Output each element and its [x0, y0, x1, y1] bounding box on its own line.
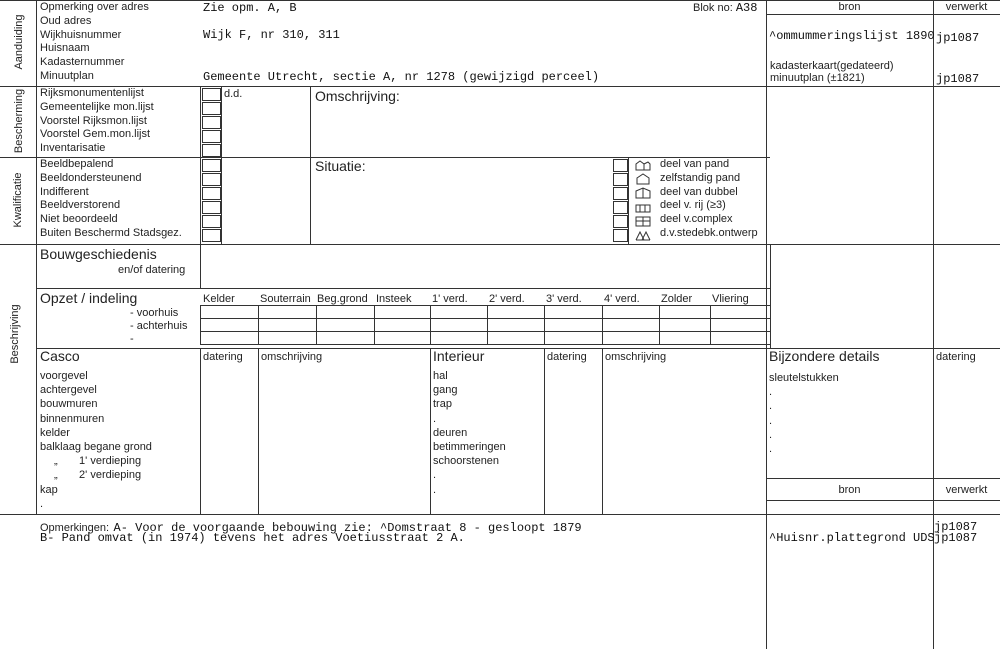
casco-datering: datering	[203, 351, 243, 363]
dd-label: d.d.	[224, 88, 243, 100]
bron-column-line	[766, 0, 767, 649]
blok-value: A38	[735, 1, 758, 15]
label-beeldverstorend: Beeldverstorend	[40, 199, 121, 212]
casco-item: balklaag begane grond	[40, 441, 152, 454]
opzet-col-insteek: Insteek	[376, 293, 412, 305]
casco-item: voorgevel	[40, 370, 88, 382]
minuutplan-value: Gemeente Utrecht, sectie A, nr 1278 (gewijzigd perceel)	[203, 70, 600, 84]
casco-item: achtergevel	[40, 384, 97, 397]
checkbox-beeldondersteunend[interactable]	[202, 173, 221, 186]
interieur-item: hal	[433, 370, 448, 382]
interieur-datering: datering	[547, 351, 587, 363]
interieur-datering-line	[544, 348, 545, 514]
blok-label-text: Blok no:	[693, 2, 733, 14]
opzet-grid-vline	[316, 305, 317, 344]
divider-bijz-bron-header	[766, 500, 1000, 501]
bron-entry-2: kadasterkaart(gedateerd)	[770, 60, 894, 72]
casco-omschrijving-line	[258, 348, 259, 514]
deel-v-rij-icon	[635, 201, 651, 213]
opzet-grid-line	[200, 344, 770, 345]
interieur-item: .	[433, 412, 437, 425]
opzet-col-souterrain: Souterrain	[260, 293, 311, 305]
divider-bron-header	[766, 14, 1000, 15]
checkbox-rijksmonumentenlijst[interactable]	[202, 88, 221, 101]
checkbox-deel-v-complex[interactable]	[613, 215, 628, 228]
divider-bouwgeschiedenis	[36, 288, 770, 289]
bijz-datering-line	[933, 348, 934, 478]
interieur-omschrijving: omschrijving	[605, 351, 667, 363]
opzet-col-4verd: 4' verd.	[604, 293, 640, 305]
casco-item: „ 1' verdieping	[54, 455, 142, 468]
casco-items	[40, 369, 152, 511]
casco-item: „ 2' verdieping	[54, 469, 142, 482]
bijzondere-title: Bijzondere details	[769, 348, 880, 364]
bijzondere-datering: datering	[936, 351, 976, 363]
casco-datering-line	[200, 348, 201, 514]
checkbox-beeldbepalend[interactable]	[202, 159, 221, 172]
kwalificatie-labels	[40, 158, 182, 241]
option-deel-van-pand: deel van pand	[660, 158, 730, 170]
opmerkingen-text-b: B- Pand omvat (in 1974) tevens het adres Voetiusstraat 2 A.	[40, 531, 465, 545]
checkbox-beeldverstorend[interactable]	[202, 201, 221, 214]
bouwgeschiedenis-line	[200, 244, 201, 288]
bron-entry-3: minuutplan (±1821)	[770, 72, 865, 84]
checkbox-zelfstandig-pand[interactable]	[613, 173, 628, 186]
wijkhuisnummer-value: Wijk F, nr 310, 311	[203, 28, 340, 42]
situatie-label: Situatie:	[315, 158, 366, 174]
opzet-grid-vline	[544, 305, 545, 344]
interieur-title: Interieur	[433, 348, 485, 364]
label-niet-beoordeeld: Niet beoordeeld	[40, 213, 118, 226]
opzet-grid-line	[200, 305, 770, 306]
bron-entry-1: ^ommummeringslijst 1890	[769, 29, 935, 43]
label-beeldbepalend: Beeldbepalend	[40, 158, 114, 170]
section-label-aanduiding: Aanduiding	[13, 14, 25, 70]
opzet-title: Opzet / indeling	[40, 290, 138, 306]
checkbox-voorstel-gemmon[interactable]	[202, 130, 221, 143]
bijz-bron-header: bron	[838, 484, 861, 496]
opzet-grid-vline	[710, 305, 711, 344]
opzet-col-1verd: 1' verd.	[432, 293, 468, 305]
divider-casco	[0, 514, 1000, 515]
opzet-grid-vline	[258, 305, 259, 344]
opzet-row-achterhuis: - achterhuis	[130, 320, 188, 332]
verwerkt-entry-3: jp1087	[936, 72, 980, 86]
opzet-row-extra: -	[130, 333, 134, 345]
section-column-line	[36, 0, 37, 514]
opzet-grid-line	[200, 331, 770, 332]
opmerkingen-bron: ^Huisnr.plattegrond UDS	[769, 531, 935, 545]
interieur-omschrijving-line	[602, 348, 603, 514]
label-voorstel-gemmon: Voorstel Gem.mon.lijst	[40, 128, 151, 141]
bijzondere-item: .	[769, 428, 773, 441]
checkbox-deel-van-dubbel[interactable]	[613, 187, 628, 200]
opmerkingen-verwerkt-1: jp1087	[934, 520, 978, 534]
opzet-col-beggrond: Beg.grond	[317, 293, 368, 305]
interieur-item: betimmeringen	[433, 441, 506, 454]
deel-van-pand-icon	[635, 159, 651, 171]
checkbox-deel-van-pand[interactable]	[613, 159, 628, 172]
checkbox-column-line	[200, 86, 201, 244]
bouwgeschiedenis-sub: en/of datering	[118, 264, 186, 276]
opmerkingen-verwerkt-2: jp1087	[934, 531, 978, 545]
zelfstandig-pand-icon	[635, 173, 651, 185]
bijzondere-item: sleutelstukken	[769, 372, 839, 384]
opzet-grid-vline	[602, 305, 603, 344]
label-buiten-beschermd: Buiten Beschermd Stadsgez.	[40, 226, 182, 239]
situatie-box-line	[628, 157, 629, 244]
bijzondere-item: .	[769, 443, 773, 456]
interieur-item: .	[433, 469, 437, 482]
casco-item: kap	[40, 483, 58, 496]
opzet-grid-vline	[430, 305, 431, 344]
opzet-grid-line	[200, 318, 770, 319]
blok-label	[693, 1, 757, 15]
casco-omschrijving: omschrijving	[261, 351, 323, 363]
verwerkt-header: verwerkt	[945, 1, 988, 13]
bijzondere-item: .	[769, 400, 773, 413]
dd-column-line	[221, 86, 222, 244]
section-label-beschrijving: Beschrijving	[9, 304, 21, 364]
opzet-grid-vline	[487, 305, 488, 344]
option-deel-v-complex: deel v.complex	[660, 213, 733, 226]
option-zelfstandig-pand: zelfstandig pand	[660, 171, 741, 184]
opzet-col-kelder: Kelder	[203, 293, 235, 305]
label-rijksmonumentenlijst: Rijksmonumentenlijst	[40, 87, 144, 99]
divider-bijz-bron	[766, 478, 1000, 479]
casco-item: binnenmuren	[40, 412, 105, 425]
section-label-kwalificatie: Kwalificatie	[12, 172, 24, 228]
opzet-row-voorhuis: - voorhuis	[130, 307, 179, 319]
opzet-col-3verd: 3' verd.	[546, 293, 582, 305]
verwerkt-entry-1: jp1087	[936, 31, 980, 45]
divider-kwalificatie	[0, 244, 1000, 245]
omschrijving-label: Omschrijving:	[315, 88, 400, 104]
casco-title: Casco	[40, 348, 80, 364]
interieur-item: deuren	[433, 426, 468, 439]
opzet-grid-vline	[374, 305, 375, 344]
label-indifferent: Indifferent	[40, 185, 89, 198]
checkbox-voorstel-rijksmon[interactable]	[202, 116, 221, 129]
opzet-grid-vline	[659, 305, 660, 344]
bijzondere-items	[769, 371, 839, 456]
label-beeldondersteunend: Beeldondersteunend	[40, 171, 142, 184]
stedebk-ontwerp-icon	[635, 229, 651, 241]
label-oud-adres: Oud adres	[40, 14, 92, 27]
bouwgeschiedenis-title: Bouwgeschiedenis	[40, 246, 157, 262]
section-label-bescherming: Bescherming	[13, 88, 25, 154]
checkbox-indifferent[interactable]	[202, 187, 221, 200]
casco-item: .	[40, 497, 44, 510]
checkbox-niet-beoordeeld[interactable]	[202, 215, 221, 228]
bron-header: bron	[838, 1, 861, 13]
label-wijkhuisnummer: Wijkhuisnummer	[40, 28, 122, 41]
label-gemeentelijke-mon: Gemeentelijke mon.lijst	[40, 100, 154, 113]
opzet-col-vliering: Vliering	[712, 293, 749, 305]
label-voorstel-rijksmon: Voorstel Rijksmon.lijst	[40, 114, 147, 127]
opzet-col-zolder: Zolder	[661, 293, 693, 305]
option-stedebk-ontwerp: d.v.stedebk.ontwerp	[660, 226, 758, 239]
opmerkingen-label: Opmerkingen:	[40, 522, 110, 534]
interieur-line	[430, 348, 431, 514]
aanduiding-labels	[40, 1, 149, 84]
option-deel-v-rij: deel v. rij (≥3)	[660, 199, 726, 212]
label-minuutplan: Minuutplan	[40, 69, 94, 82]
bijzondere-item: .	[769, 414, 773, 427]
interieur-items	[433, 369, 506, 497]
label-opmerking-adres: Opmerking over adres	[40, 1, 149, 13]
deel-v-complex-icon	[635, 215, 651, 227]
checkbox-inventarisatie[interactable]	[202, 144, 221, 157]
opzet-col-2verd: 2' verd.	[489, 293, 525, 305]
bescherming-labels	[40, 87, 154, 156]
interieur-item: gang	[433, 384, 458, 397]
checkbox-buiten-beschermd[interactable]	[202, 229, 221, 242]
deel-van-dubbel-icon	[635, 187, 651, 199]
checkbox-gemeentelijke-mon[interactable]	[202, 102, 221, 115]
checkbox-deel-v-rij[interactable]	[613, 201, 628, 214]
omschrijving-column-line	[310, 86, 311, 244]
verwerkt-column-line	[933, 0, 934, 649]
casco-item: kelder	[40, 426, 70, 439]
opmerkingen-text-a: A- Voor de voorgaande bebouwing zie: ^Domstraat 8 - gesloopt 1879	[113, 521, 582, 535]
checkbox-stedebk-ontwerp[interactable]	[613, 229, 628, 242]
situatie-options	[660, 158, 758, 241]
option-deel-van-dubbel: deel van dubbel	[660, 185, 738, 198]
opmerking-value: Zie opm. A, B	[203, 1, 297, 15]
label-huisnaam: Huisnaam	[40, 42, 90, 55]
label-kadasternummer: Kadasternummer	[40, 56, 125, 69]
interieur-item: trap	[433, 398, 452, 411]
bijz-verwerkt-header: verwerkt	[945, 484, 988, 496]
bijzondere-item: .	[769, 386, 773, 399]
interieur-item: .	[433, 483, 437, 496]
casco-item: bouwmuren	[40, 398, 98, 411]
label-inventarisatie: Inventarisatie	[40, 142, 106, 155]
opzet-grid-vline	[200, 305, 201, 344]
opzet-grid-right	[770, 244, 771, 348]
interieur-item: schoorstenen	[433, 455, 500, 468]
